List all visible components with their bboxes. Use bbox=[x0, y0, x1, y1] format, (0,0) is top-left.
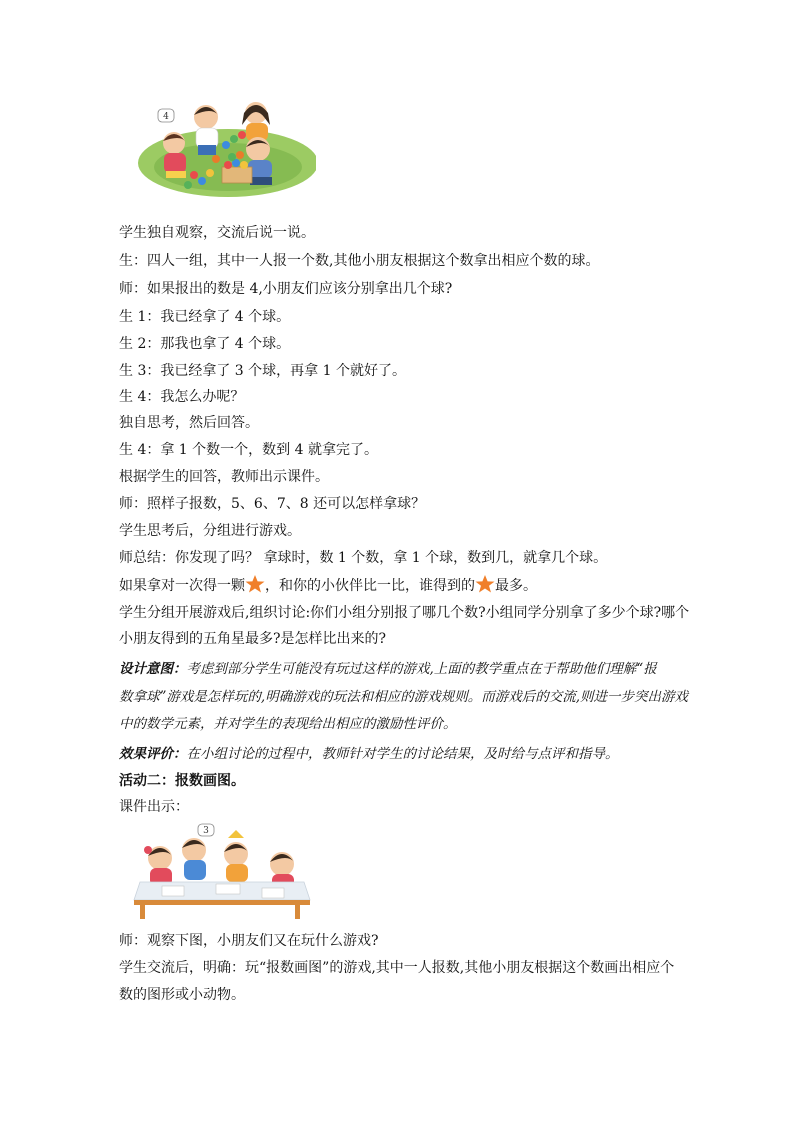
text-line-5: 生 2：那我也拿了 4 个球。 bbox=[119, 336, 291, 352]
text-line-13: 师总结：你发现了吗？ 拿球时，数 1 个数，拿 1 个球，数到几，就拿几个球。 bbox=[119, 550, 608, 566]
effect-evaluation-text: 在小组讨论的过程中，教师针对学生的讨论结果，及时给与点评和指导。 bbox=[186, 746, 619, 762]
children-ball-game-illustration bbox=[136, 95, 316, 200]
children-drawing-illustration bbox=[132, 820, 312, 920]
text-line-15: 学生分组开展游戏后,组织讨论:你们小组分别报了哪几个数?小组同学分别拿了多少个球?哪个 bbox=[119, 605, 690, 621]
text-line-14-part-3: 最多。 bbox=[495, 578, 537, 594]
activity-two-heading: 活动二：报数画图。 bbox=[119, 773, 245, 789]
text-line-8: 独自思考，然后回答。 bbox=[119, 415, 259, 431]
design-intent-label: 设计意图： bbox=[119, 661, 187, 677]
star-icon bbox=[475, 574, 495, 594]
text-line-6: 生 3：我已经拿了 3 个球，再拿 1 个就好了。 bbox=[119, 363, 406, 379]
text-line-7: 生 4：我怎么办呢？ bbox=[119, 389, 245, 405]
text-line-1: 学生独自观察，交流后说一说。 bbox=[119, 225, 315, 241]
speech-bubble-number: 4 bbox=[163, 112, 169, 122]
text-line-9: 生 4：拿 1 个数一个，数到 4 就拿完了。 bbox=[119, 442, 378, 458]
text-line-11: 师：照样子报数，5、6、7、8 还可以怎样拿球？ bbox=[119, 496, 426, 512]
text-line-14-part-1: 如果拿对一次得一颗 bbox=[119, 578, 245, 594]
design-intent-line-1 bbox=[119, 659, 657, 679]
text-line-20: 数的图形或小动物。 bbox=[119, 987, 245, 1003]
children-ball-game-svg bbox=[136, 95, 316, 200]
text-line-4: 生 1：我已经拿了 4 个球。 bbox=[119, 309, 291, 325]
effect-evaluation-label: 效果评价： bbox=[119, 746, 187, 762]
design-intent-line-3: 中的数学元素，并对学生的表现给出相应的激励性评价。 bbox=[119, 716, 457, 732]
text-line-2: 生：四人一组，其中一人报一个数,其他小朋友根据这个数拿出相应个数的球。 bbox=[119, 253, 600, 269]
text-line-12: 学生思考后，分组进行游戏。 bbox=[119, 523, 301, 539]
design-intent-line-2: 数拿球”游戏是怎样玩的,明确游戏的玩法和相应的游戏规则。而游戏后的交流,则进一步突出游戏 bbox=[119, 689, 688, 705]
text-line-14 bbox=[119, 574, 537, 596]
text-line-19: 学生交流后，明确：玩“报数画图”的游戏,其中一人报数,其他小朋友根据这个数画出相应个 bbox=[119, 960, 675, 976]
text-line-14-part-2: ，和你的小伙伴比一比，谁得到的 bbox=[265, 578, 475, 594]
text-line-16: 小朋友得到的五角星最多?是怎样比出来的? bbox=[119, 631, 387, 647]
children-drawing-svg bbox=[132, 820, 312, 920]
design-intent-text-1: 考虑到部分学生可能没有玩过这样的游戏,上面的教学重点在于帮助他们理解“报 bbox=[186, 661, 657, 677]
text-line-3: 师：如果报出的数是 4,小朋友们应该分别拿出几个球? bbox=[119, 281, 453, 297]
speech-bubble-number: 3 bbox=[203, 826, 209, 836]
text-line-18: 师：观察下图，小朋友们又在玩什么游戏? bbox=[119, 933, 379, 949]
effect-evaluation-line bbox=[119, 744, 619, 764]
text-line-17: 课件出示： bbox=[119, 799, 189, 815]
text-line-10: 根据学生的回答，教师出示课件。 bbox=[119, 469, 329, 485]
star-icon bbox=[245, 574, 265, 594]
